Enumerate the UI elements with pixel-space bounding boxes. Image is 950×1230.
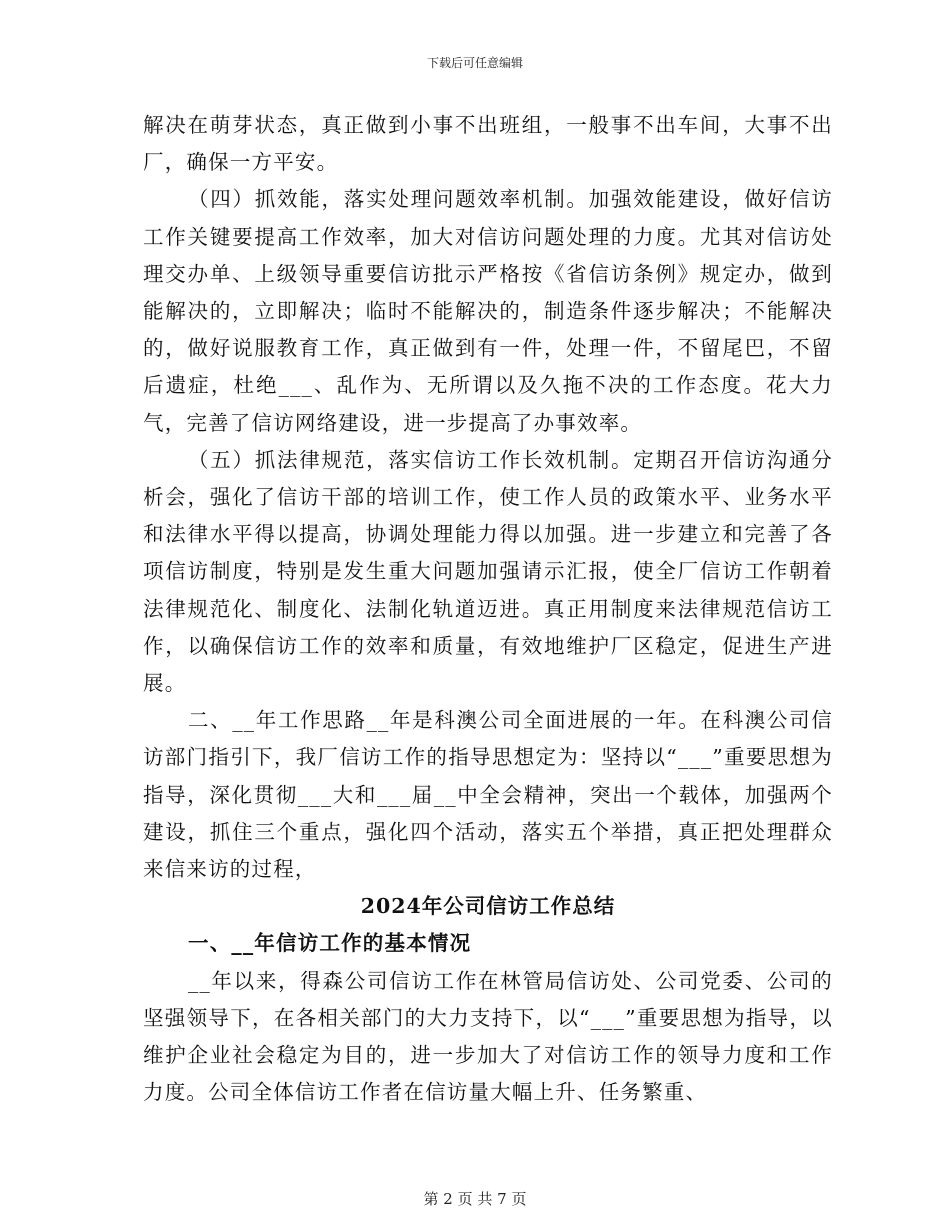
document-title: 2024年公司信访工作总结: [360, 894, 616, 919]
paragraph-work-ideas: 二、__年工作思路__年是科澳公司全面进展的一年。在科澳公司信访部门指引下，我厂信访工作的指导思想定为：坚持以“___”重要思想为指导，深化贯彻___大和___届__中全会精神，突出一个载体，加强两个建设，抓住三个重点，强化四个活动，落实五个举措，真正把处理群众来信来访的过程，: [143, 708, 833, 882]
paragraph-basic-situation: __年以来，得森公司信访工作在林管局信访处、公司党委、公司的坚强领导下，在各相关部门的大力支持下，以“___”重要思想为指导，以维护企业社会稳定为目的，进一步加大了对信访工作的领导力度和工作力度。公司全体信访工作者在信访量大幅上升、任务繁重、: [143, 968, 833, 1105]
document-body: [143, 107, 833, 1111]
paragraph-efficiency: （四）抓效能，落实处理问题效率机制。加强效能建设，做好信访工作关键要提高工作效率，加大对信访问题处理的力度。尤其对信访处理交办单、上级领导重要信访批示严格按《省信访条例》规定办，做到能解决的，立即解决；临时不能解决的，制造条件逐步解决；不能解决的，做好说服教育工作，真正做到有一件，处理一件，不留尾巴，不留后遗症，杜绝___、乱作为、无所谓以及久拖不决的工作态度。花大力气，完善了信访网络建设，进一步提高了办事效率。: [143, 187, 833, 435]
paragraph-continuation: 解决在萌芽状态，真正做到小事不出班组，一般事不出车间，大事不出厂，确保一方平安。: [143, 113, 833, 175]
page-number: 第 2 页 共 7 页: [423, 1190, 527, 1208]
page-header: 下载后可任意编辑: [426, 56, 523, 70]
section-heading: 一、__年信访工作的基本情况: [188, 931, 472, 956]
paragraph-legal-norms: （五）抓法律规范，落实信访工作长效机制。定期召开信访沟通分析会，强化了信访干部的培训工作，使工作人员的政策水平、业务水平和法律水平得以提高，协调处理能力得以加强。进一步建立和完善了各项信访制度，特别是发生重大问题加强请示汇报，使全厂信访工作朝着法律规范化、制度化、法制化轨道迈进。真正用制度来法律规范信访工作，以确保信访工作的效率和质量，有效地维护厂区稳定，促进生产进展。: [143, 447, 833, 696]
